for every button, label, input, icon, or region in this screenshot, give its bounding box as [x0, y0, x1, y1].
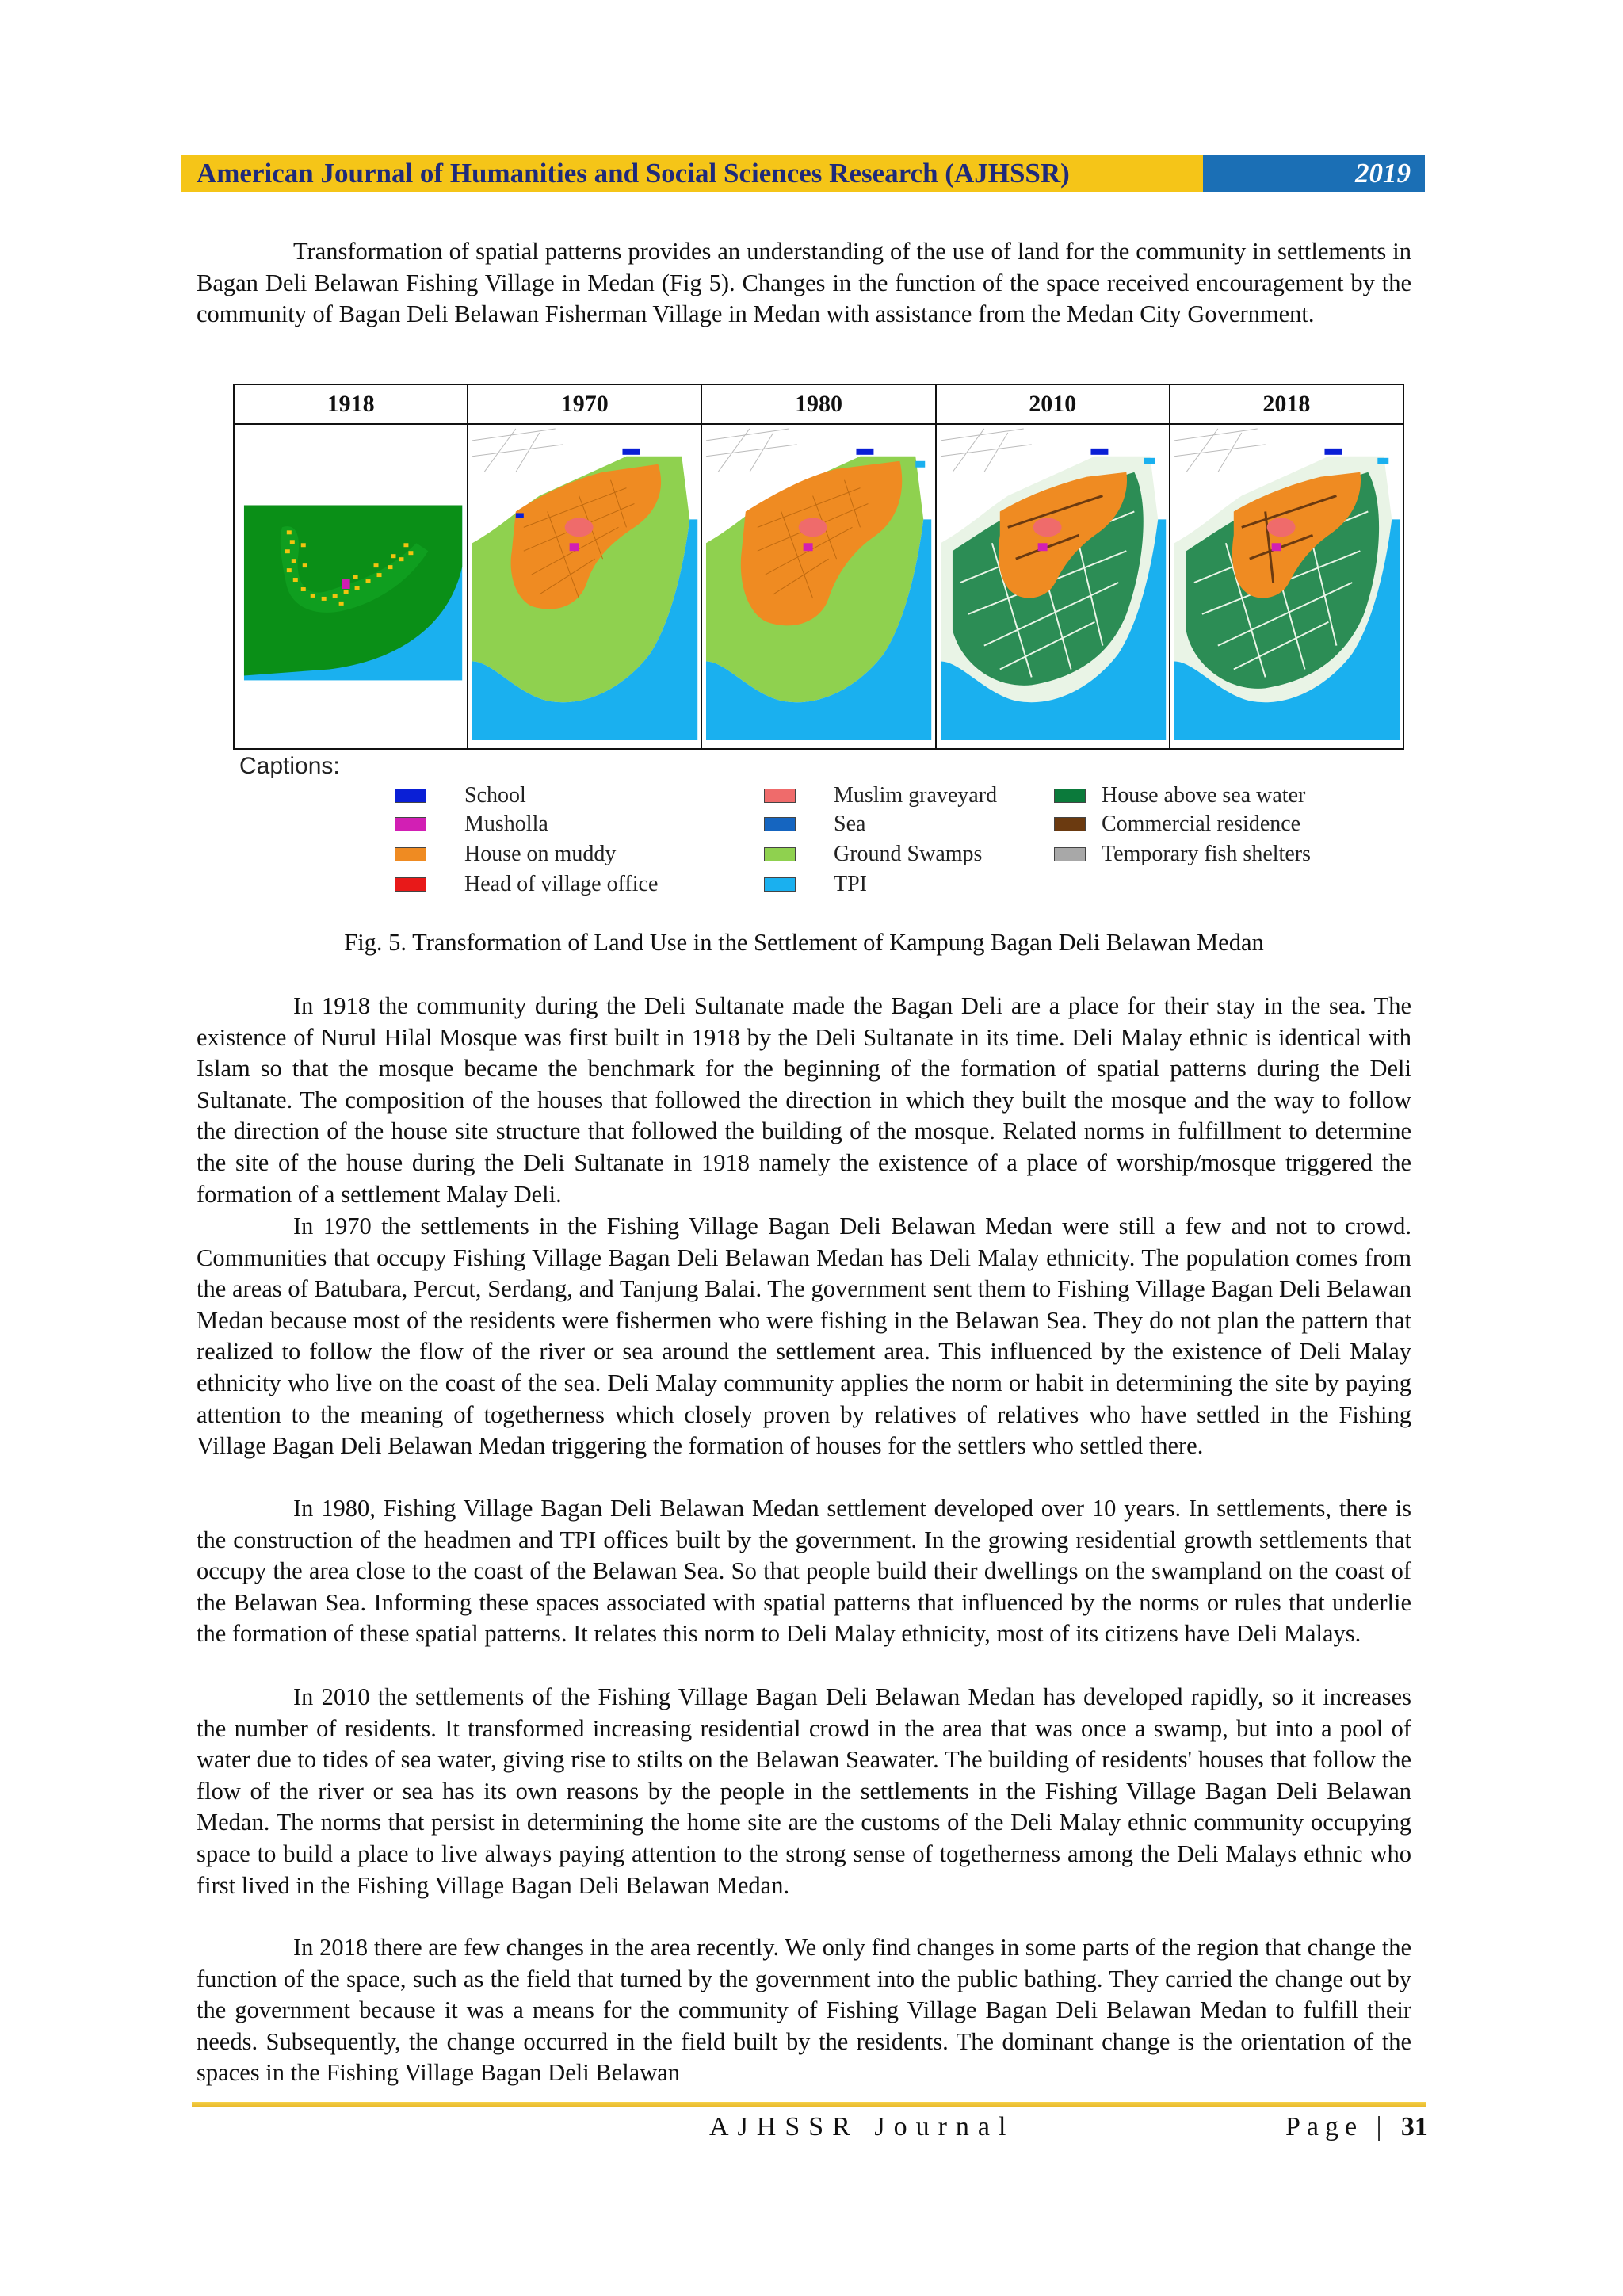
legend-item-school — [395, 783, 526, 808]
legend-label: House above sea water — [1102, 783, 1306, 808]
legend-item-muslim-graveyard — [764, 783, 997, 808]
figure-panel-1970 — [468, 385, 702, 748]
legend-label: Ground Swamps — [834, 842, 983, 866]
legend-item-ground-swamps — [764, 842, 982, 867]
footer-journal-name: AJHSSR Journal — [709, 2112, 1015, 2141]
body-paragraph-1980: In 1980, Fishing Village Bagan Deli Belawan Medan settlement developed over 10 years. In settlements, there is the construction of the headmen and TPI offices built by the government. In the growing residential growth settlements that occupy the area close to the coast of the Belawan Sea. So that people build their dwellings on the swampland on the coast of the Belawan Sea. Informing these spaces associated with spatial patterns that influenced by the norms or rules that underlie the formation of these spatial patterns. It relates this norm to Deli Malay ethnicity, most of its citizens have Deli Malays. — [197, 1495, 1411, 1648]
body-paragraph-2018: In 2018 there are few changes in the area recently. We only find changes in some parts of the region that change the function of the space, such as the field that turned by the government into the public bathing. They carried the change out by the government because it was a means for the community of Fishing Village Bagan Deli Belawan Medan to fulfill their needs. Subsequently, the change occurred in the field built by the residents. The dominant change is the orientation of the spaces in the Fishing Village Bagan Deli Belawan — [197, 1934, 1411, 2087]
legend-label: Head of village office — [464, 872, 659, 896]
map-2010 — [937, 425, 1169, 748]
land-use-figure — [233, 384, 1404, 750]
panel-year-label: 2018 — [1170, 385, 1403, 425]
body-paragraph-1918: In 1918 the community during the Deli Sultanate made the Bagan Deli are a place for their stay in the sea. The existence of Nurul Hilal Mosque was first built in 1918 by the Deli Sultanate in its time. Deli Malay ethnic is identical with Islam so that the mosque became the benchmark for the beginning of the formation of spatial patterns during the Deli Sultanate. The composition of the houses that followed the direction in which they built the mosque and the way to follow the direction of the house site structure that followed the building of the mosque. Related norms in fulfillment to determine the site of the house during the Deli Sultanate in 1918 namely the existence of a place of worship/mosque triggered the formation of a settlement Malay Deli. — [197, 992, 1411, 1208]
footer-page-number — [1285, 2112, 1428, 2142]
legend-item-head-of-village-office — [395, 872, 658, 897]
legend-swatch — [395, 847, 426, 861]
map-2018-drawing — [1170, 425, 1403, 748]
legend-item-temporary-fish-shelters — [1054, 842, 1311, 867]
legend-swatch — [395, 817, 426, 831]
legend-swatch — [395, 789, 426, 803]
map-1918 — [235, 425, 467, 748]
map-2018 — [1170, 425, 1403, 748]
footer-rule — [192, 2102, 1426, 2107]
legend-swatch — [764, 817, 796, 831]
legend-swatch — [764, 847, 796, 861]
map-1970-drawing — [468, 425, 701, 748]
figure-panel-1980 — [702, 385, 936, 748]
legend-label: Muslim graveyard — [834, 783, 998, 808]
legend-label: Commercial residence — [1102, 812, 1301, 836]
legend-label: TPI — [834, 872, 867, 896]
legend-item-sea — [764, 812, 865, 837]
legend-swatch — [764, 789, 796, 803]
figure-panel-1918 — [235, 385, 468, 748]
map-1980-drawing — [702, 425, 934, 748]
intro-paragraph: Transformation of spatial patterns provides an understanding of the use of land for the community in settlements in Bagan Deli Belawan Fishing Village in Medan (Fig 5). Changes in the function of the space received encouragement by the community of Bagan Deli Belawan Fisherman Village in Medan with assistance from the Medan City Government. — [197, 238, 1411, 328]
map-2010-drawing — [937, 425, 1169, 748]
legend-item-commercial-residence — [1054, 812, 1300, 837]
legend-swatch — [1054, 817, 1086, 831]
legend-label: Sea — [834, 812, 866, 836]
legend-swatch — [1054, 847, 1086, 861]
legend-label: Temporary fish shelters — [1102, 842, 1311, 866]
figure-caption: Fig. 5. Transformation of Land Use in the Settlement of Kampung Bagan Deli Belawan Medan — [344, 929, 1264, 956]
legend-label: Musholla — [464, 812, 548, 836]
journal-title: American Journal of Humanities and Social Sciences Research (AJHSSR) — [181, 155, 1203, 192]
map-1918-drawing — [235, 425, 467, 748]
page-number: 31 — [1400, 2112, 1428, 2141]
journal-year: 2019 — [1203, 155, 1425, 192]
legend-item-musholla — [395, 812, 548, 837]
legend-swatch — [395, 877, 426, 892]
panel-year-label: 1918 — [235, 385, 467, 425]
panel-year-label: 1970 — [468, 385, 701, 425]
panel-year-label: 1980 — [702, 385, 934, 425]
legend-item-house-above-sea-water — [1054, 783, 1305, 808]
map-1970 — [468, 425, 701, 748]
panel-year-label: 2010 — [937, 385, 1169, 425]
body-paragraph-1970: In 1970 the settlements in the Fishing Village Bagan Deli Belawan Medan were still a few and not to crowd. Communities that occupy Fishing Village Bagan Deli Belawan Medan has Deli Malay ethnicity. The population comes from the areas of Batubara, Percut, Serdang, and Tanjung Balai. The government sent them to Fishing Village Bagan Deli Belawan Medan because most of the residents were fishermen who were fishing in the Belawan Sea. They do not plan the pattern that realized to follow the flow of the river or sea around the settlement area. This influenced by the existence of Deli Malay ethnicity who live on the coast of the sea. Deli Malay community applies the norm or habit in determining the site by paying attention to the meaning of togetherness which closely proven by relatives of relatives who have settled in the Fishing Village Bagan Deli Belawan Medan triggering the formation of houses for the settlers who settled there. — [197, 1213, 1411, 1460]
legend-swatch — [1054, 789, 1086, 803]
journal-header — [181, 155, 1425, 192]
legend-item-tpi — [764, 872, 867, 897]
map-1980 — [702, 425, 934, 748]
legend-label: School — [464, 783, 526, 808]
legend-label: House on muddy — [464, 842, 617, 866]
footer-page-label: Page | — [1285, 2112, 1388, 2141]
legend-item-house-on-muddy — [395, 842, 616, 867]
figure-panel-2010 — [937, 385, 1170, 748]
body-paragraph-2010: In 2010 the settlements of the Fishing Village Bagan Deli Belawan Medan has developed rapidly, so it increases the number of residents. It transformed increasing residential crowd in the area that was once a swamp, but into a pool of water due to tides of sea water, giving rise to stilts on the Belawan Seawater. The building of residents' houses that follow the flow of the river or sea has its own reasons by the people in the settlements in the Fishing Village Bagan Deli Belawan Medan. The norms that persist in determining the home site are the customs of the Deli Malay ethnic community occupying space to build a place to live always paying attention to the strong sense of togetherness among the Deli Malays ethnic who first lived in the Fishing Village Bagan Deli Belawan Medan. — [197, 1683, 1411, 1899]
captions-title: Captions: — [239, 753, 340, 779]
legend-swatch — [764, 877, 796, 892]
figure-panel-2018 — [1170, 385, 1403, 748]
